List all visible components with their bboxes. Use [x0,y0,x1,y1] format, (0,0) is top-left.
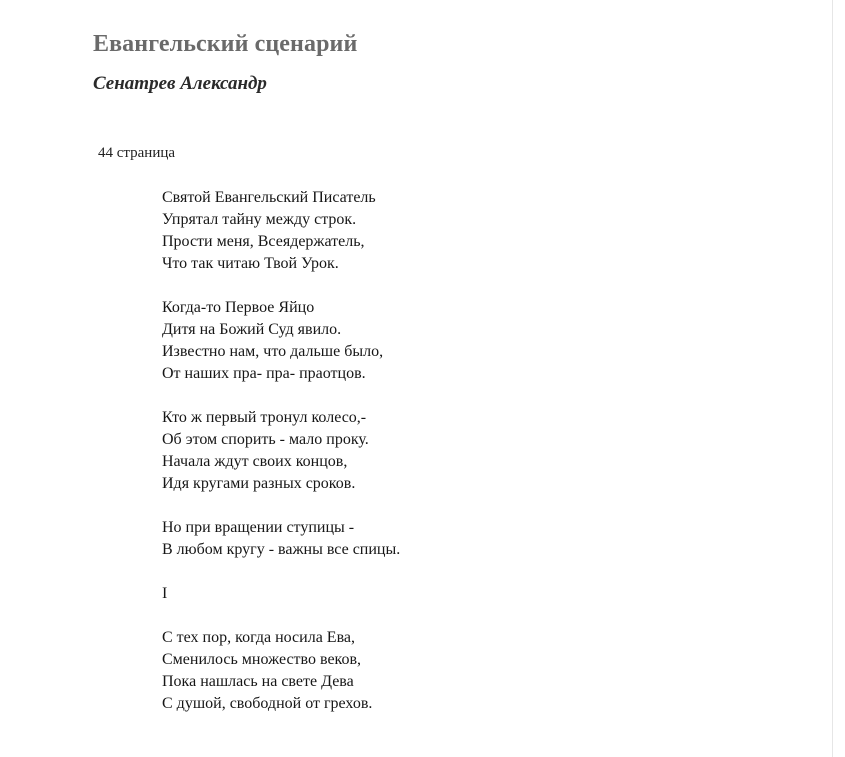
poem-line: Кто ж первый тронул колесо,- [162,409,367,426]
poem-line: Что так читаю Твой Урок. [162,255,339,272]
poem-line: Сменилось множество веков, [162,651,362,668]
poem-line: Упрятал тайну между строк. [162,211,357,228]
poem-body [162,187,762,737]
poem-line: В любом кругу - важны все спицы. [162,541,401,558]
section-number: I [162,585,168,602]
poem-line: Дитя на Божий Суд явило. [162,321,342,338]
poem-line: С тех пор, когда носила Ева, [162,629,356,646]
poem-line: Когда-то Первое Яйцо [162,299,315,316]
poem-line: Начала ждут своих концов, [162,453,348,470]
stanza-3 [162,407,762,495]
poem-line: Об этом спорить - мало проку. [162,431,369,448]
poem-line: Святой Евангельский Писатель [162,189,376,206]
poem-line: Но при вращении ступицы - [162,519,355,536]
stanza-1 [162,187,762,275]
poem-line: Идя кругами разных сроков. [162,475,356,492]
poem-line: От наших пра- пра- праотцов. [162,365,366,382]
stanza-2 [162,297,762,385]
document-author: Сенатрев Александр [93,73,267,94]
poem-line: Пока нашлась на свете Дева [162,673,354,690]
stanza-4 [162,517,762,561]
page-count-label: 44 страница [98,145,176,161]
document-title: Евангельский сценарий [93,31,358,57]
poem-line: С душой, свободной от грехов. [162,695,373,712]
poem-line: Прости меня, Всеядержатель, [162,233,365,250]
poem-line: Известно нам, что дальше было, [162,343,384,360]
scan-edge-divider [832,0,833,757]
stanza-5 [162,627,762,715]
